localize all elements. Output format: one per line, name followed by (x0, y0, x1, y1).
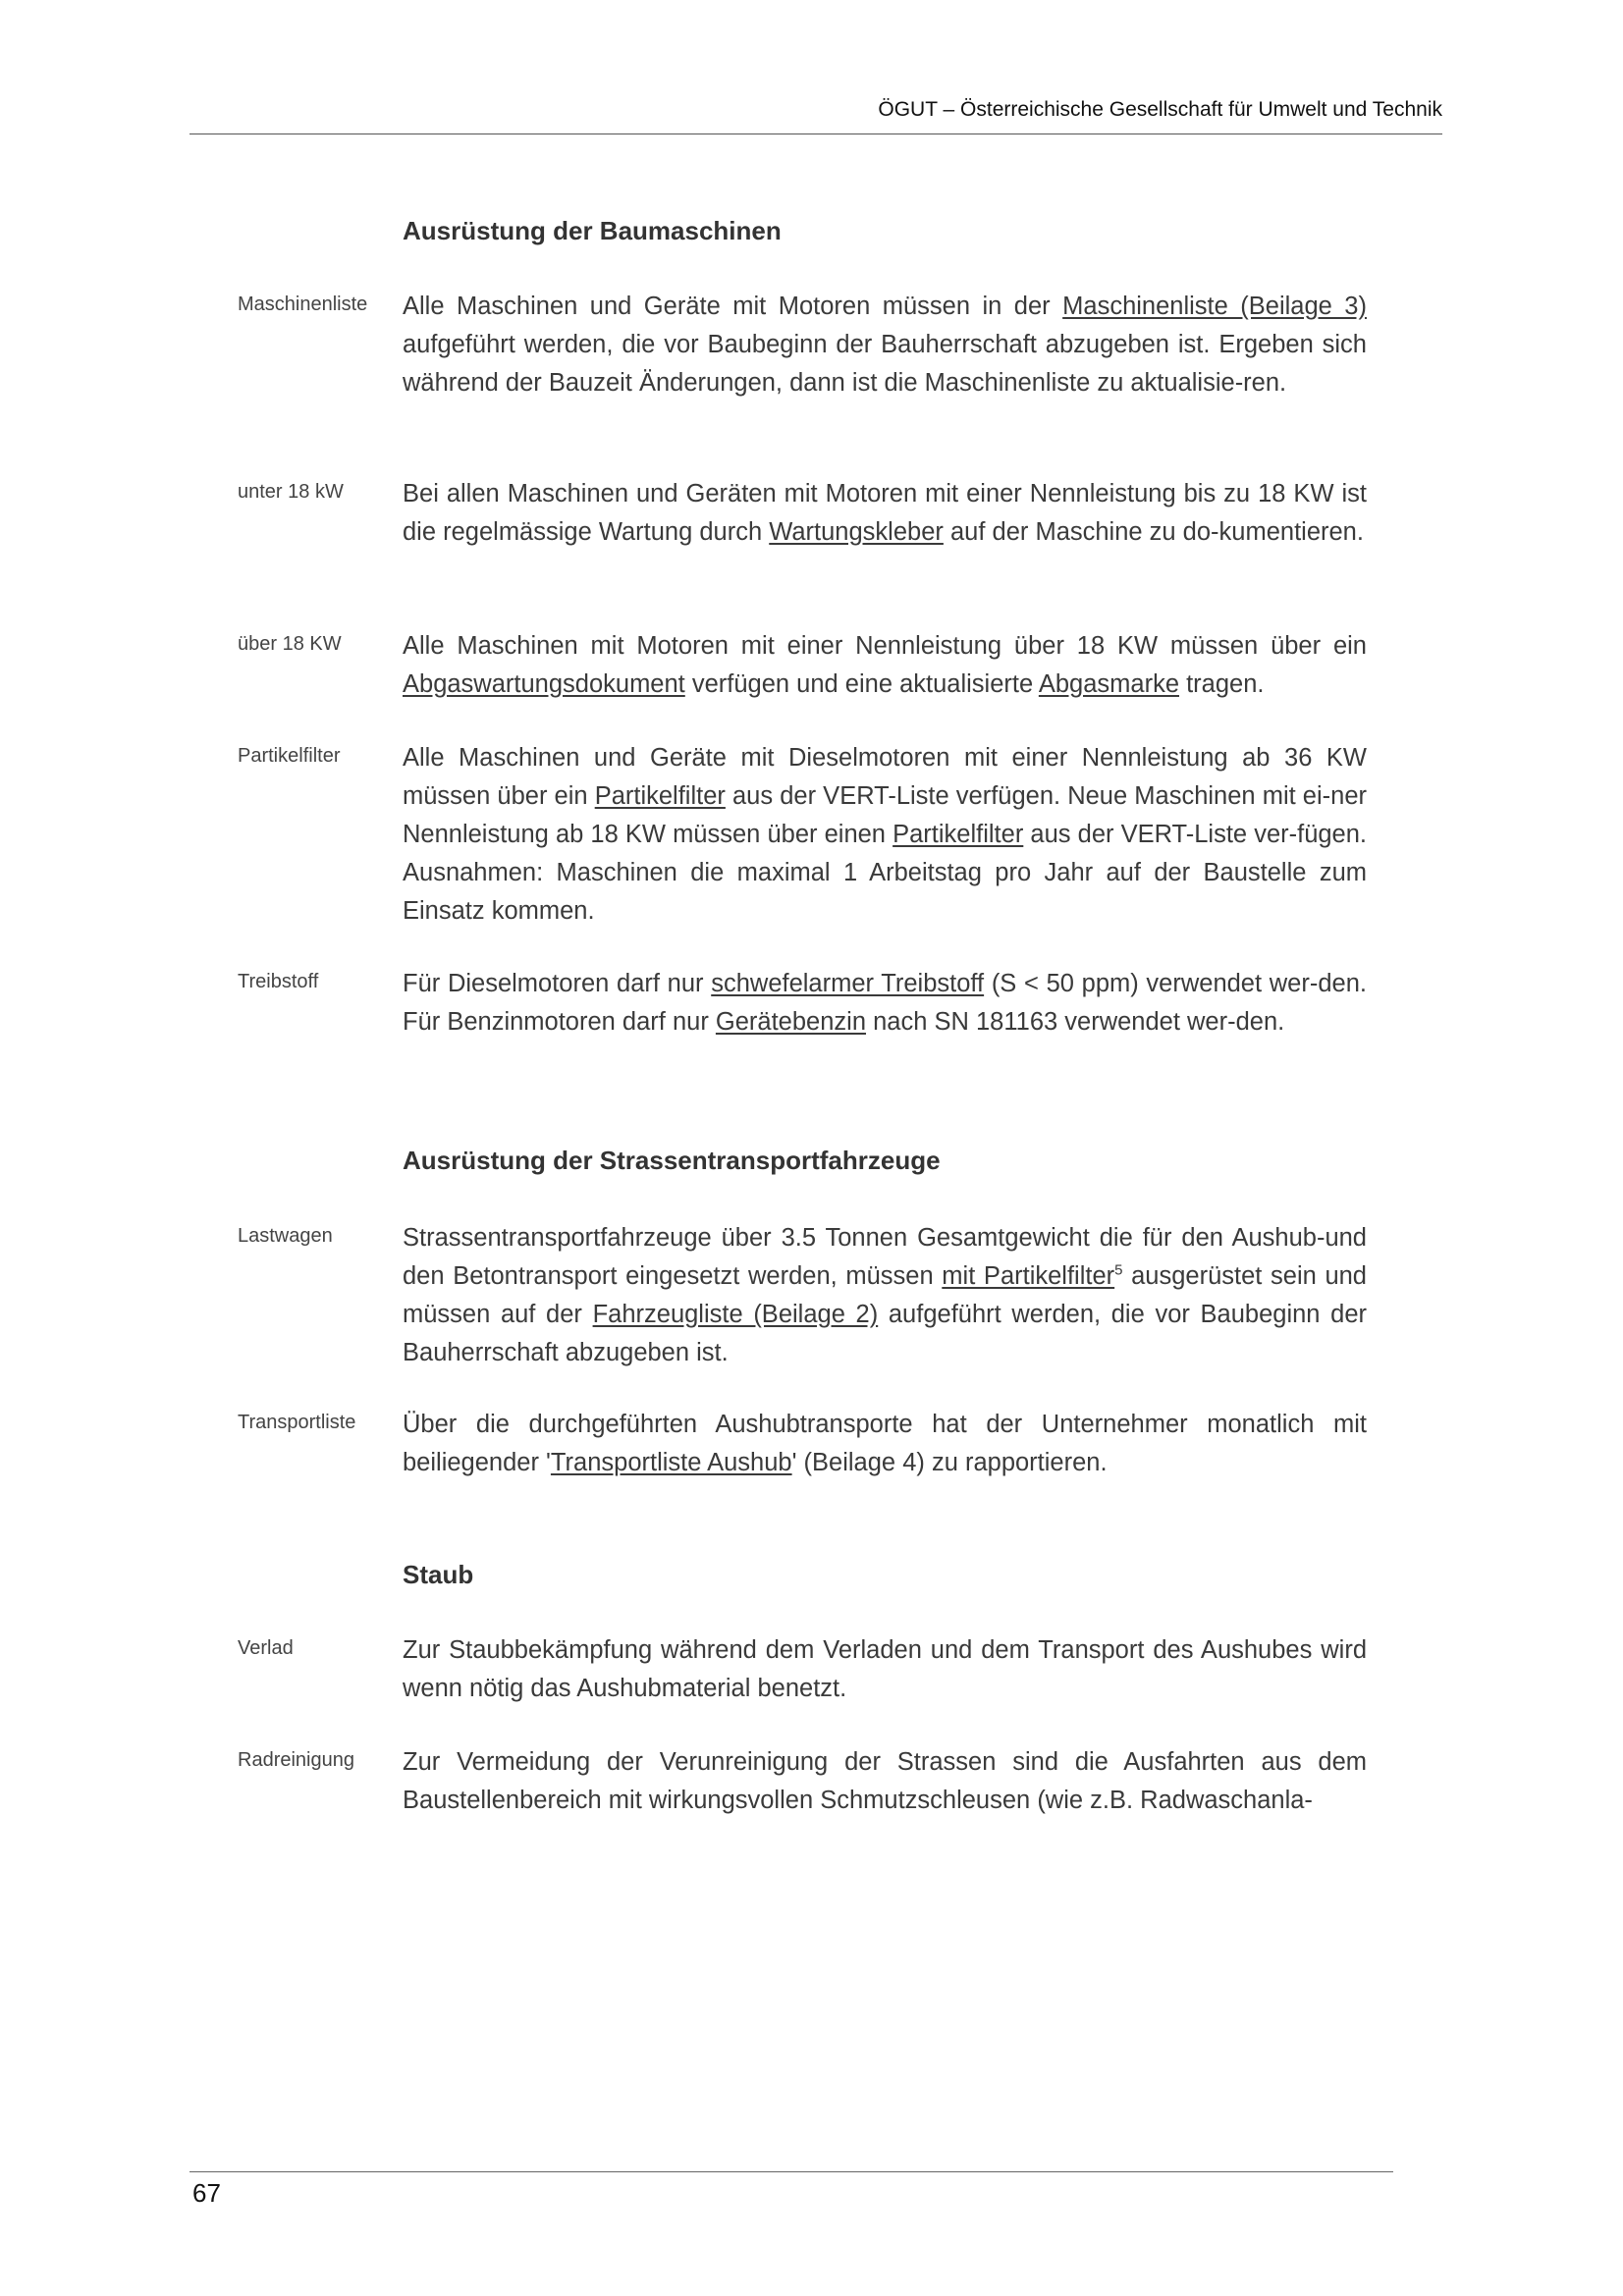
paragraph: Zur Staubbekämpfung während dem Verladen und dem Transport des Aushubes wird wenn nötig das Aushubmaterial benetzt. (403, 1636, 1367, 1702)
underlined-term: Maschinenliste (Beilage 3) (1062, 293, 1367, 320)
margin-label: Partikelfilter (238, 745, 341, 767)
margin-label: über 18 KW (238, 633, 342, 655)
paragraph: Bei allen Maschinen und Geräten mit Motoren mit einer Nennleistung bis zu 18 KW ist die regelmässige Wartung durch Wartungskleber auf der Maschine zu do-kumentieren. (403, 480, 1367, 546)
header-divider (189, 133, 1442, 134)
underlined-term: schwefelarmer Treibstoff (711, 970, 985, 997)
heading-strassentransport: Ausrüstung der Strassentransportfahrzeuge (403, 1146, 941, 1175)
heading-baumaschinen: Ausrüstung der Baumaschinen (403, 216, 782, 245)
paragraph: Alle Maschinen und Geräte mit Dieselmotoren mit einer Nennleistung ab 36 KW müssen über ein Partikelfilter aus der VERT-Liste verfügen. Neue Maschinen mit ei-ner Nennleistung ab 18 KW müssen über einen Partikelfilter aus der VERT-Liste ver-fügen. Ausnahmen: Maschinen die maximal 1 Arbeitstag pro Jahr auf der Baustelle zum Einsatz kommen. (403, 744, 1368, 925)
underlined-term: Wartungskleber (769, 518, 944, 546)
margin-label: Lastwagen (238, 1225, 333, 1247)
footer-divider (189, 2171, 1393, 2172)
underlined-term: Partikelfilter (893, 821, 1024, 848)
underlined-term: Abgasmarke (1038, 670, 1179, 698)
paragraph: Strassentransportfahrzeuge über 3.5 Tonnen Gesamtgewicht die für den Aushub-und den Betontransport eingesetzt werden, müssen mit Partikelfilter$^5$ ausgerüstet sein und müssen auf der Fahrzeugliste (Beilage 2) aufgeführt werden, die vor Baubeginn der Bauherrschaft abzugeben ist. (403, 1224, 1367, 1366)
paragraph: Alle Maschinen und Geräte mit Motoren müssen in der Maschinenliste (Beilage 3) aufgeführt werden, die vor Baubeginn der Bauherrschaft abzugeben ist. Ergeben sich während der Bauzeit Änderungen, dann ist die Maschinenliste zu aktualisie-ren. (403, 293, 1367, 397)
paragraph: Über die durchgeführten Aushubtransporte hat der Unternehmer monatlich mit beiliegender 'Transportliste Aushub' (Beilage 4) zu rapportieren. (403, 1411, 1367, 1476)
footnote-marker: 5 (1114, 1261, 1123, 1279)
paragraph: Alle Maschinen mit Motoren mit einer Nennleistung über 18 KW müssen über ein Abgaswartungsdokument verfügen und eine aktualisierte Abgasmarke tragen. (403, 632, 1367, 698)
page-number: 67 (192, 2178, 221, 2208)
page-header-title: ÖGUT – Österreichische Gesellschaft für Umwelt und Technik (878, 98, 1442, 121)
underlined-term: Transportliste Aushub (550, 1449, 792, 1476)
underlined-term: mit Partikelfilter (942, 1262, 1115, 1290)
paragraph: Für Dieselmotoren darf nur schwefelarmer Treibstoff (S < 50 ppm) verwendet wer-den. Für Benzinmotoren darf nur Gerätebenzin nach SN 181163 verwendet wer-den. (403, 970, 1367, 1036)
underlined-term: Abgaswartungsdokument (403, 670, 685, 698)
margin-label: Transportliste (238, 1412, 356, 1433)
paragraph: Zur Vermeidung der Verunreinigung der Strassen sind die Ausfahrten aus dem Baustellenbereich mit wirkungsvollen Schmutzschleusen (wie z.B. Radwaschanla- (403, 1748, 1367, 1814)
underlined-term: Fahrzeugliste (Beilage 2) (592, 1301, 879, 1328)
underlined-term: Partikelfilter (594, 782, 726, 810)
underlined-term: Gerätebenzin (715, 1008, 867, 1036)
margin-label: Verlad (238, 1637, 294, 1659)
margin-label: unter 18 kW (238, 481, 344, 503)
margin-label: Treibstoff (238, 971, 319, 992)
margin-label: Maschinenliste (238, 294, 368, 315)
heading-staub: Staub (403, 1560, 474, 1589)
margin-label: Radreinigung (238, 1749, 354, 1771)
